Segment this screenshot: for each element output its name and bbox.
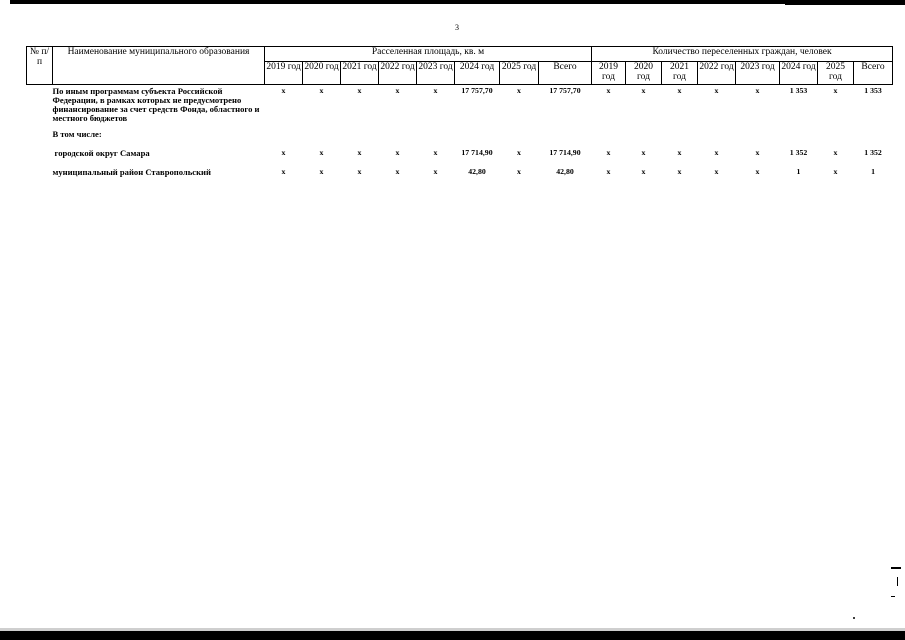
people-cell: х [755, 167, 760, 177]
people-cell: 1 353 [789, 85, 808, 95]
people-cell: х [606, 167, 611, 177]
area-cell: х [517, 148, 521, 158]
area-cell: х [357, 148, 362, 158]
area-total-header: Всего [539, 62, 592, 85]
scan-mark [897, 577, 898, 586]
area-cell: х [281, 167, 286, 177]
people-total-cell: 1 [871, 167, 875, 177]
people-cell: 1 [796, 167, 801, 177]
people-cell: х [833, 85, 838, 95]
table-row [27, 148, 893, 159]
area-year-header: 2022 год [379, 62, 417, 85]
area-total-cell: 17 757,70 [549, 85, 581, 95]
people-cell: х [714, 167, 719, 177]
people-year-header: 2020 год [626, 62, 662, 85]
area-cell: х [319, 148, 324, 158]
people-cell: х [606, 85, 611, 95]
area-cell: х [319, 85, 324, 95]
people-year-header: 2024 год [780, 62, 818, 85]
people-year-header: 2022 год [698, 62, 736, 85]
people-total-cell: 1 352 [864, 148, 882, 158]
area-cell: х [281, 148, 286, 158]
area-cell: 42,80 [468, 167, 486, 177]
area-cell: х [357, 167, 362, 177]
area-year-header: 2024 год [455, 62, 500, 85]
col-header-name: Наименование муниципального образования [53, 47, 265, 85]
area-cell: х [357, 85, 362, 95]
people-total-cell: 1 353 [864, 85, 882, 95]
area-cell: х [517, 167, 521, 177]
area-cell: х [433, 148, 438, 158]
people-cell: х [641, 148, 646, 158]
area-total-cell: 17 714,90 [549, 148, 581, 158]
people-cell: х [677, 85, 682, 95]
scan-edge-top [10, 0, 905, 4]
people-cell: х [677, 167, 682, 177]
area-year-header: 2019 год [265, 62, 303, 85]
area-total-cell: 42,80 [556, 167, 574, 177]
people-cell: х [833, 167, 838, 177]
people-cell: х [606, 148, 611, 158]
group-header-people: Количество переселенных граждан, человек [592, 47, 893, 62]
table-row [27, 167, 893, 178]
people-cell: х [833, 148, 838, 158]
people-cell: х [755, 85, 760, 95]
people-year-header: 2023 год [736, 62, 780, 85]
area-cell: х [517, 85, 521, 95]
area-cell: 17 757,70 [461, 85, 493, 95]
area-cell: х [395, 148, 400, 158]
row-name: В том числе: [52, 129, 102, 139]
area-year-header: 2025 год [500, 62, 539, 85]
table-row [27, 84, 893, 124]
row-name: По иным программам субъекта Российской Федерации, в рамках которых не предусмотрено финансирование за счет средств Фонда, областного и местного бюджетов [52, 85, 260, 123]
row-name: городской округ Самара [54, 148, 150, 159]
people-year-header: 2025 год [818, 62, 854, 85]
col-header-num: № п/п [27, 47, 53, 85]
resettlement-table [26, 46, 893, 178]
area-cell: х [433, 167, 438, 177]
people-cell: х [714, 85, 719, 95]
people-total-header: Всего [854, 62, 893, 85]
area-cell: х [433, 85, 438, 95]
row-name: муниципальный район Ставропольский [52, 167, 211, 178]
people-cell: х [755, 148, 760, 158]
table-row [27, 124, 893, 140]
scan-edge-bottom [0, 631, 905, 640]
people-year-header: 2021 год [662, 62, 698, 85]
area-cell: х [395, 85, 400, 95]
scan-dot [853, 617, 855, 619]
area-year-header: 2023 год [417, 62, 455, 85]
people-cell: х [714, 148, 719, 158]
area-year-header: 2021 год [341, 62, 379, 85]
group-header-area: Расселенная площадь, кв. м [265, 47, 592, 62]
page-number: 3 [455, 23, 459, 32]
area-cell: х [319, 167, 324, 177]
people-cell: х [641, 85, 646, 95]
area-cell: х [395, 167, 400, 177]
people-cell: 1 352 [789, 148, 808, 158]
people-year-header: 2019 год [592, 62, 626, 85]
people-cell: х [677, 148, 682, 158]
area-cell: х [281, 85, 286, 95]
people-cell: х [641, 167, 646, 177]
area-year-header: 2020 год [303, 62, 341, 85]
scan-mark [891, 596, 895, 597]
area-cell: 17 714,90 [461, 148, 493, 158]
scan-mark [891, 567, 901, 569]
